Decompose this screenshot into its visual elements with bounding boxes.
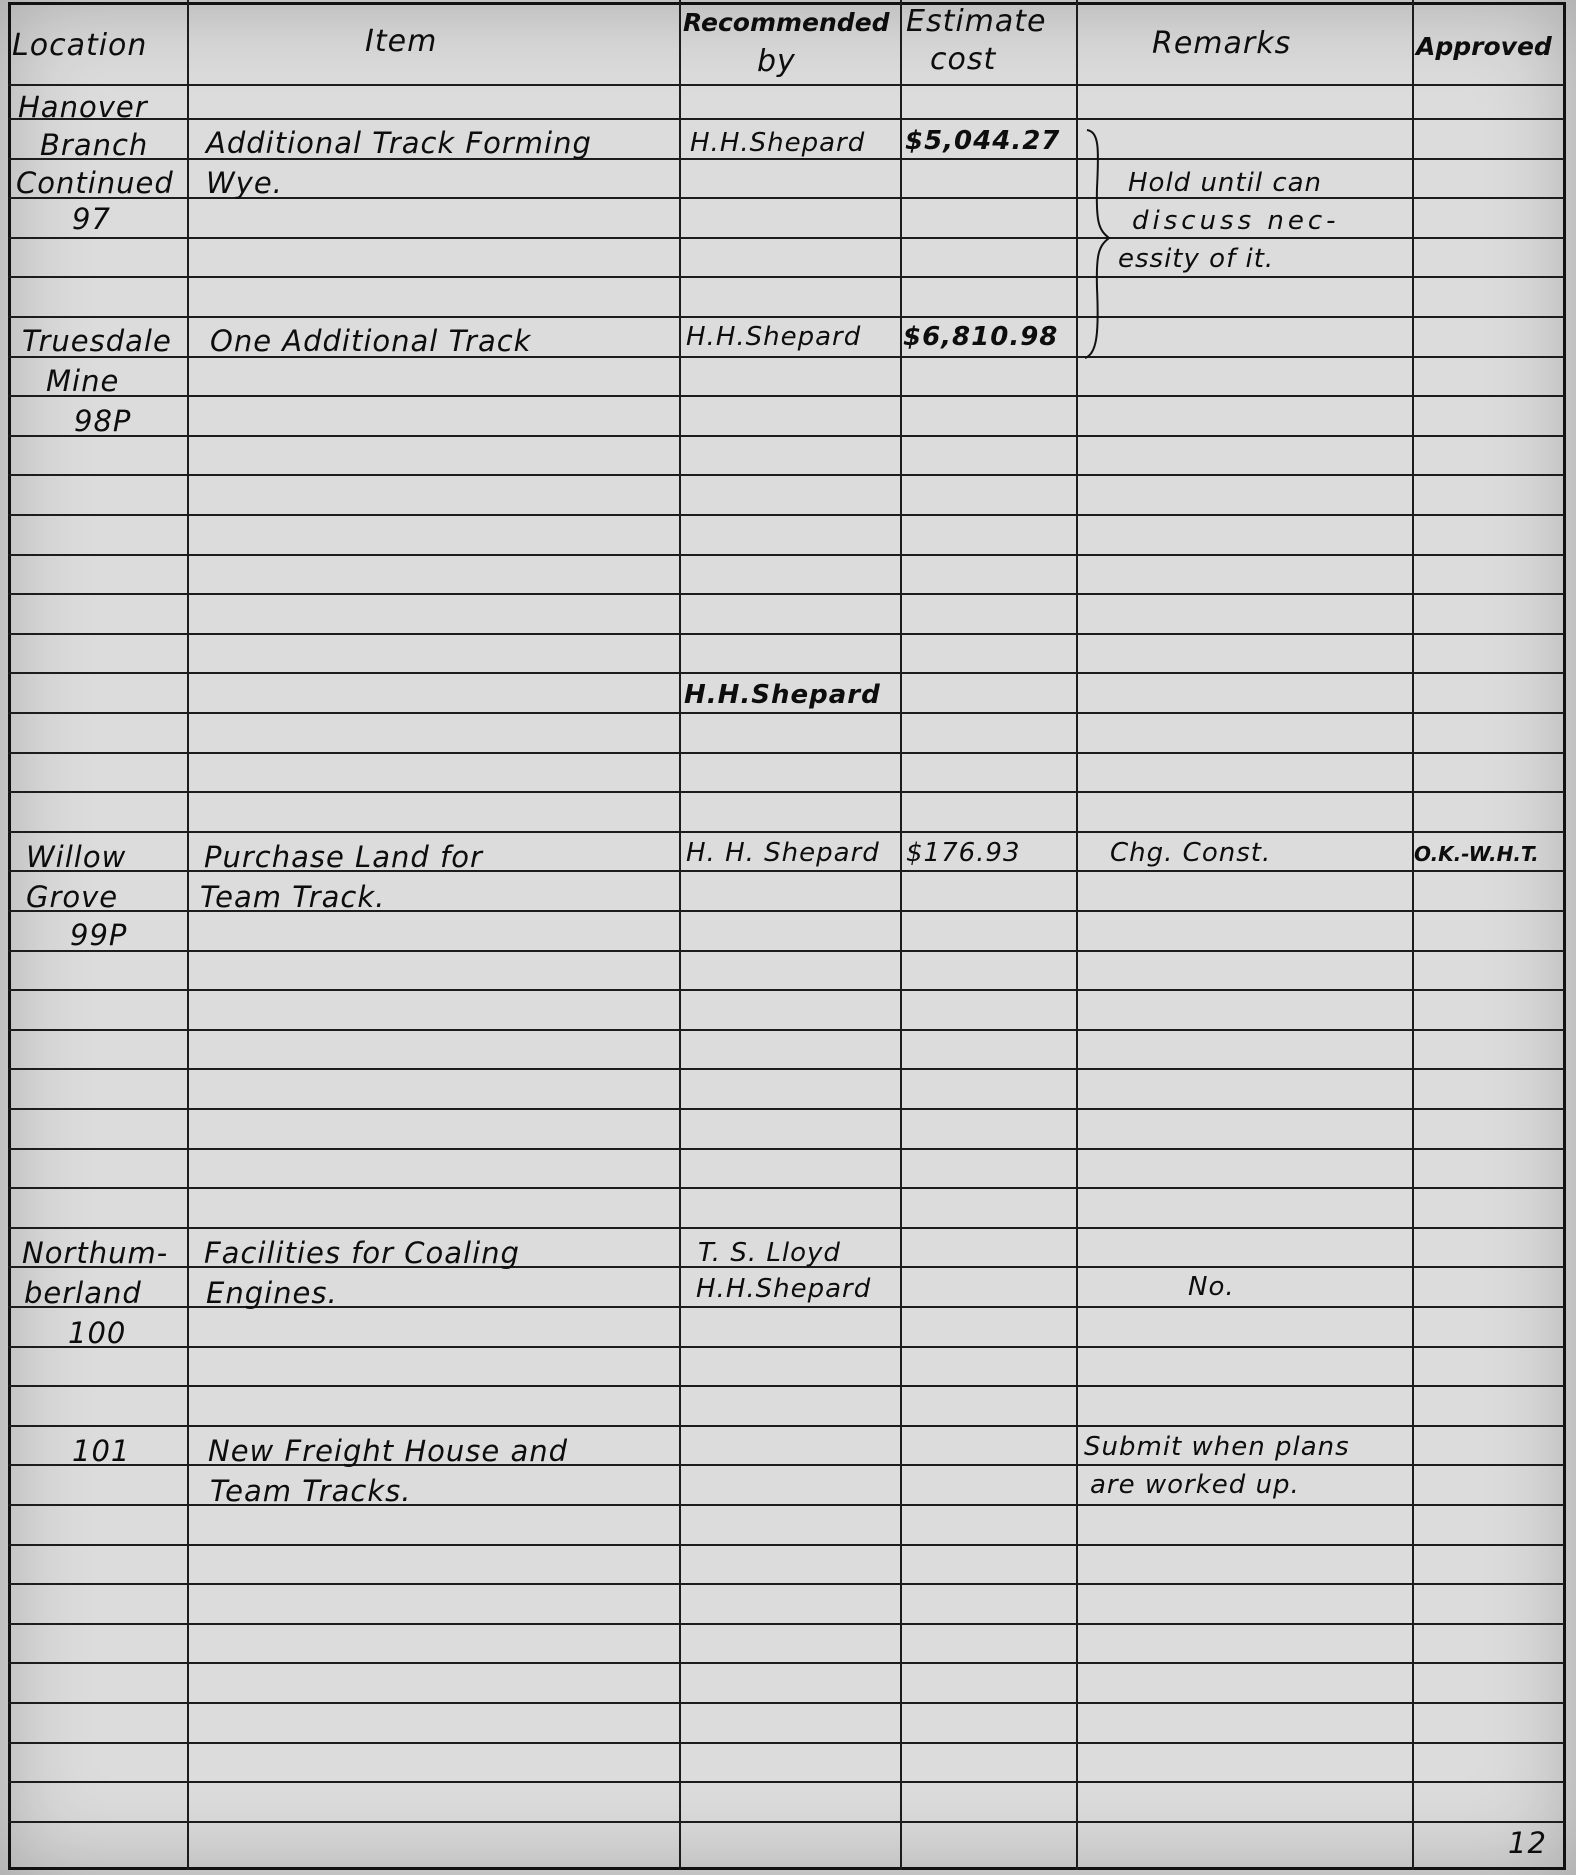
- remark-hold-1: Hold until can: [1128, 168, 1323, 198]
- remark-99: Chg. Const.: [1110, 838, 1272, 868]
- location-mine: Mine: [46, 364, 120, 398]
- ruled-line: [8, 1544, 1564, 1546]
- recommended-100-shepard: H.H.Shepard: [696, 1274, 872, 1304]
- cost-97: $5,044.27: [905, 126, 1061, 156]
- header-estimate: Estimate: [906, 4, 1047, 39]
- ruled-line: [8, 395, 1564, 397]
- header-recommended: Recommended: [683, 8, 890, 37]
- remark-101-line2: are worked up.: [1090, 1470, 1300, 1500]
- item-team-tracks: Team Tracks.: [210, 1474, 412, 1508]
- column-divider: [679, 0, 681, 1870]
- ruled-line: [8, 474, 1564, 476]
- header-recommended-by: by: [757, 44, 796, 79]
- location-berland: berland: [24, 1276, 142, 1310]
- header-remarks: Remarks: [1152, 26, 1292, 61]
- item-one-additional-track: One Additional Track: [210, 324, 532, 358]
- ruled-line: [8, 989, 1564, 991]
- ruled-line: [8, 831, 1564, 833]
- entry-number-98: 98P: [74, 404, 132, 438]
- cost-99: $176.93: [906, 838, 1021, 868]
- item-wye: Wye.: [206, 166, 283, 200]
- item-additional-track: Additional Track Forming: [206, 126, 592, 160]
- location-branch: Branch: [40, 128, 149, 162]
- ruled-line: [8, 1425, 1564, 1427]
- item-engines: Engines.: [206, 1276, 338, 1310]
- recommended-orphan: H.H.Shepard: [684, 680, 881, 710]
- location-continued: Continued: [16, 166, 174, 200]
- recommended-100-lloyd: T. S. Lloyd: [698, 1238, 841, 1268]
- recommended-99: H. H. Shepard: [686, 838, 880, 868]
- item-new-freight-house: New Freight House and: [208, 1434, 569, 1468]
- entry-number-97: 97: [72, 202, 111, 236]
- brace-mark: [1085, 128, 1115, 360]
- ruled-line: [8, 1781, 1564, 1783]
- header-cost: cost: [930, 42, 997, 77]
- ruled-line: [8, 514, 1564, 516]
- column-divider: [900, 0, 902, 1870]
- ruled-line: [8, 1068, 1564, 1070]
- ruled-line: [8, 1029, 1564, 1031]
- ruled-line: [8, 1583, 1564, 1585]
- ruled-line: [8, 1385, 1564, 1387]
- column-divider: [1412, 0, 1414, 1870]
- ruled-line: [8, 237, 1564, 239]
- ruled-line: [8, 1187, 1564, 1189]
- entry-number-99: 99P: [70, 918, 128, 952]
- header-item: Item: [365, 24, 438, 59]
- ruled-line: [8, 1148, 1564, 1150]
- entry-number-100: 100: [68, 1316, 127, 1350]
- header-approved: Approved: [1416, 32, 1552, 61]
- column-divider: [187, 0, 189, 1870]
- page-border-left: [8, 2, 11, 1870]
- recommended-97: H.H.Shepard: [690, 128, 866, 158]
- page-border-bottom: [8, 1867, 1566, 1870]
- item-facilities-coaling: Facilities for Coaling: [204, 1236, 520, 1270]
- recommended-98: H.H.Shepard: [686, 322, 862, 352]
- page-number: 12: [1508, 1826, 1547, 1860]
- entry-number-101: 101: [72, 1434, 131, 1468]
- ruled-line: [8, 316, 1564, 318]
- item-team-track: Team Track.: [200, 880, 386, 914]
- ruled-line: [8, 1821, 1564, 1823]
- ruled-line: [8, 672, 1564, 674]
- ruled-line: [8, 1346, 1564, 1348]
- location-truesdale: Truesdale: [22, 324, 172, 358]
- column-divider: [1076, 0, 1078, 1870]
- location-willow: Willow: [26, 840, 127, 874]
- ruled-line: [8, 435, 1564, 437]
- location-hanover: Hanover: [18, 90, 148, 124]
- location-grove: Grove: [26, 880, 119, 914]
- ruled-line: [8, 118, 1564, 120]
- ruled-line: [8, 1662, 1564, 1664]
- ruled-line: [8, 1108, 1564, 1110]
- ruled-line: [8, 950, 1564, 952]
- remark-100: No.: [1188, 1272, 1235, 1302]
- ruled-line: [8, 84, 1564, 86]
- ruled-line: [8, 712, 1564, 714]
- ruled-line: [8, 593, 1564, 595]
- ruled-line: [8, 1742, 1564, 1744]
- approved-99: O.K.-W.H.T.: [1414, 842, 1539, 866]
- ruled-line: [8, 791, 1564, 793]
- ruled-line: [8, 752, 1564, 754]
- page-border-right: [1563, 2, 1566, 1870]
- remark-hold-3: essity of it.: [1118, 244, 1275, 274]
- page-border-top: [8, 2, 1564, 5]
- location-northum: Northum-: [22, 1236, 169, 1270]
- item-purchase-land: Purchase Land for: [204, 840, 483, 874]
- ruled-line: [8, 276, 1564, 278]
- header-location: Location: [12, 28, 148, 63]
- remark-101-line1: Submit when plans: [1084, 1432, 1350, 1462]
- ruled-line: [8, 633, 1564, 635]
- ruled-line: [8, 554, 1564, 556]
- ruled-line: [8, 1702, 1564, 1704]
- remark-hold-2: discuss nec-: [1132, 206, 1340, 236]
- cost-98: $6,810.98: [903, 322, 1059, 352]
- ruled-line: [8, 1227, 1564, 1229]
- ruled-line: [8, 1623, 1564, 1625]
